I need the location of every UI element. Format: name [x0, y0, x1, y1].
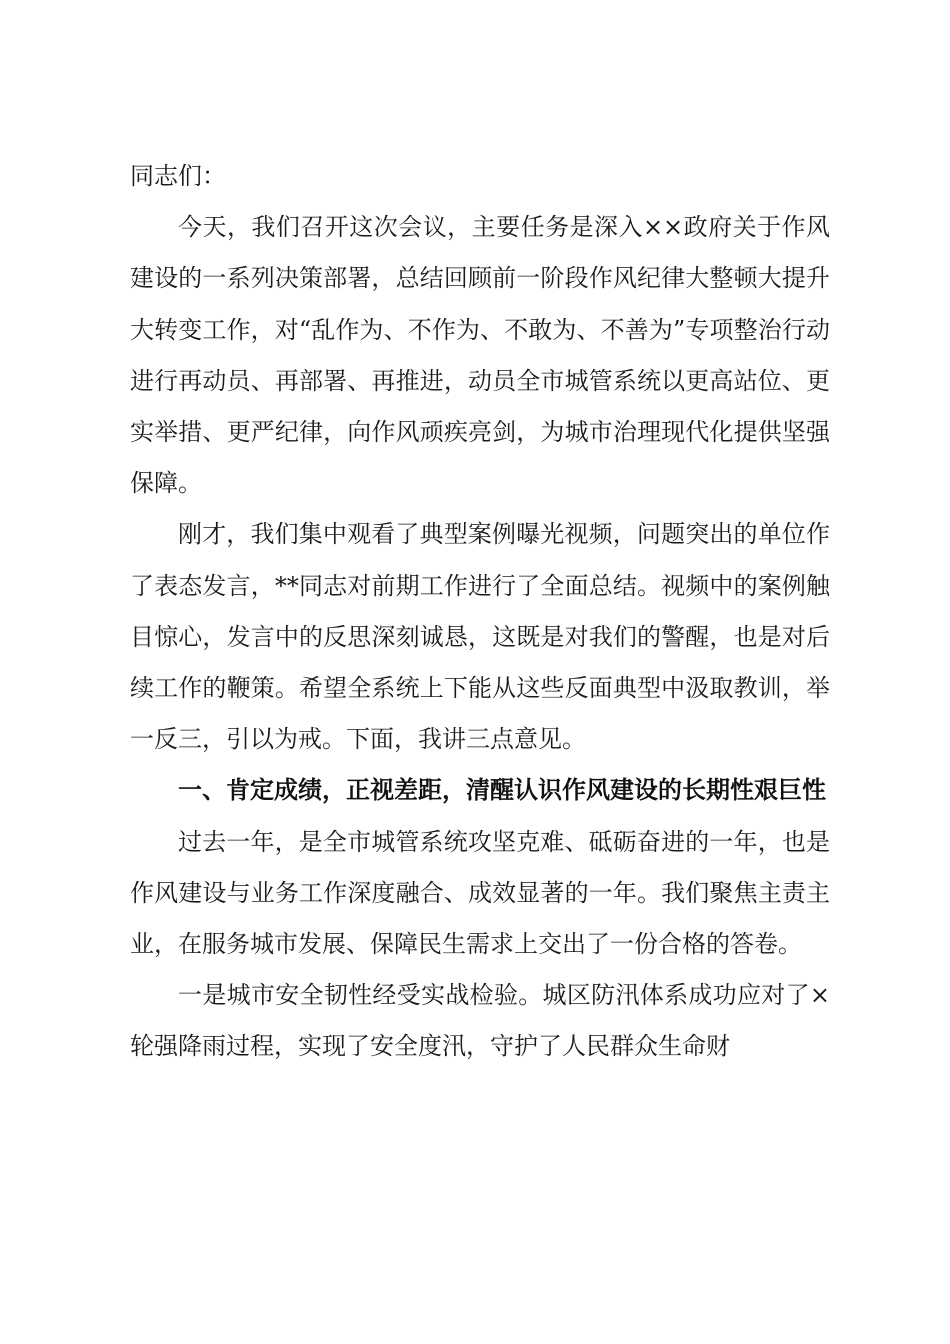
paragraph-urban-safety: 一是城市安全韧性经受实战检验。城区防汛体系成功应对了×轮强降雨过程，实现了安全度汛，守护了人民群众生命财 [130, 981, 830, 1061]
document-body [130, 151, 830, 1073]
salutation: 同志们： [130, 162, 226, 190]
section-heading: 一、肯定成绩，正视差距，清醒认识作风建设的长期性艰巨性 [178, 776, 826, 805]
paragraph-review: 刚才，我们集中观看了典型案例曝光视频，问题突出的单位作了表态发言，**同志对前期工作进行了全面总结。视频中的案例触目惊心，发言中的反思深刻诚恳，这既是对我们的警醒，也是对后续工作的鞭策。希望全系统上下能从这些反面典型中汲取教训，举一反三，引以为戒。下面，我讲三点意见。 [130, 520, 830, 754]
paragraph-opening: 今天，我们召开这次会议，主要任务是深入××政府关于作风建设的一系列决策部署，总结回顾前一阶段作风纪律大整顿大提升大转变工作，对“乱作为、不作为、不敢为、不善为”专项整治行动进行再动员、再部署、再推进，动员全市城管系统以更高站位、更实举措、更严纪律，向作风顽疾亮剑，为城市治理现代化提供坚强保障。 [130, 213, 830, 498]
paragraph-achievements: 过去一年，是全市城管系统攻坚克难、砥砺奋进的一年，也是作风建设与业务工作深度融合、成效显著的一年。我们聚焦主责主业，在服务城市发展、保障民生需求上交出了一份合格的答卷。 [130, 827, 830, 959]
